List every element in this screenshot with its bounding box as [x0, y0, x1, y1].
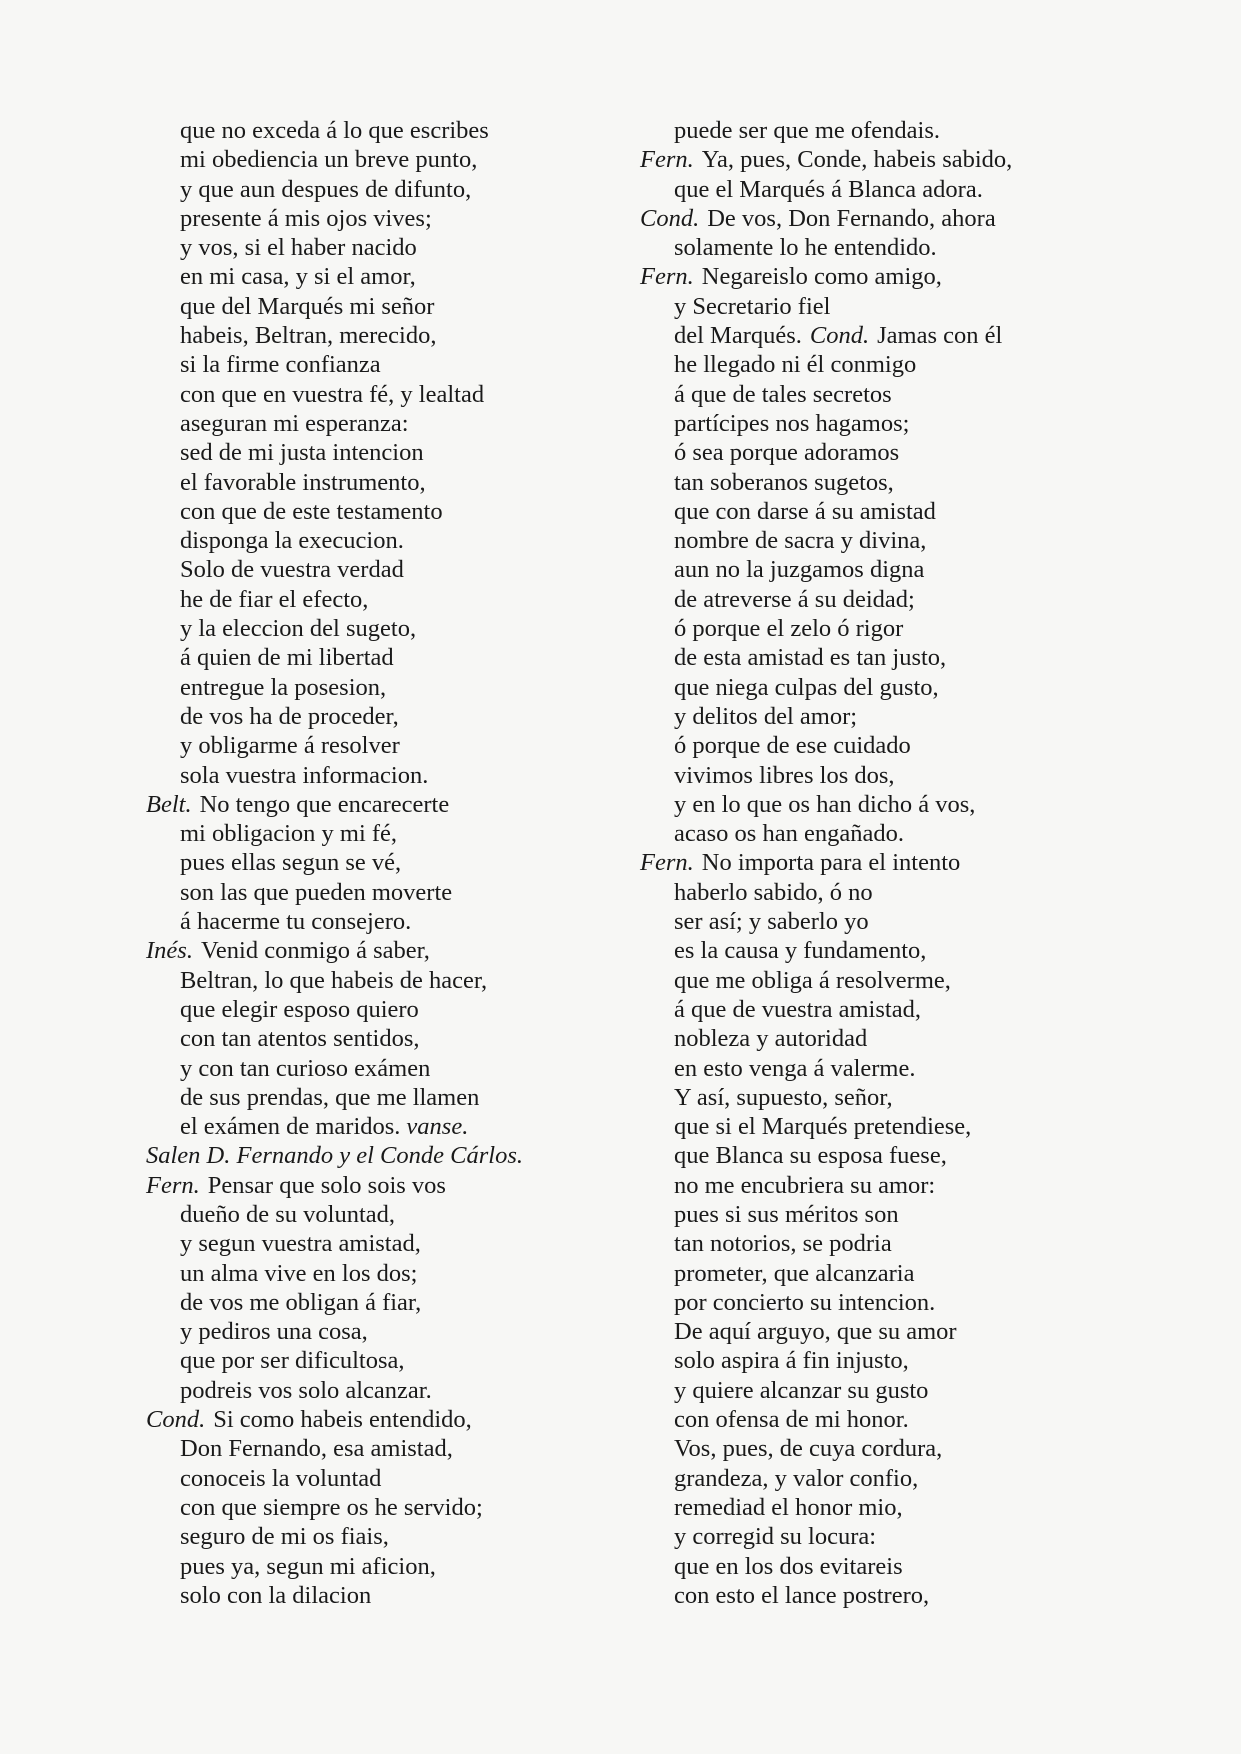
verse-text: entregue la posesion, [180, 673, 387, 701]
verse-line [146, 614, 616, 643]
verse-line [640, 1141, 1090, 1170]
verse-line [146, 1434, 616, 1463]
verse-text: que el Marqués á Blanca adora. [674, 175, 983, 203]
verse-text: no me encubriera su amor: [674, 1171, 936, 1199]
verse-line [640, 1200, 1090, 1229]
verse-line [146, 848, 616, 877]
verse-text: partícipes nos hagamos; [674, 409, 910, 437]
verse-text: y corregid su locura: [674, 1523, 877, 1551]
verse-text: grandeza, y valor confio, [674, 1464, 919, 1492]
verse-text: habeis, Beltran, merecido, [180, 322, 437, 350]
verse-text: De aquí arguyo, que su amor [674, 1318, 957, 1346]
verse-line [640, 907, 1090, 936]
verse-text: á que de tales secretos [674, 380, 892, 408]
verse-line [146, 116, 616, 145]
verse-line [146, 1346, 616, 1375]
verse-text: nobleza y autoridad [674, 1025, 868, 1053]
verse-text: y segun vuestra amistad, [180, 1230, 421, 1258]
verse-line [146, 1552, 616, 1581]
verse-line [640, 702, 1090, 731]
verse-line [146, 380, 616, 409]
verse-text: un alma vive en los dos; [180, 1259, 418, 1287]
verse-line [640, 1552, 1090, 1581]
verse-text: podreis vos solo alcanzar. [180, 1376, 432, 1404]
verse-line [640, 936, 1090, 965]
verse-text: y vos, si el haber nacido [180, 234, 417, 262]
verse-line [640, 1054, 1090, 1083]
verse-line [640, 175, 1090, 204]
verse-line [146, 497, 616, 526]
verse-line [640, 819, 1090, 848]
verse-text: á hacerme tu consejero. [180, 908, 412, 936]
verse-text: prometer, que alcanzaria [674, 1259, 915, 1287]
speaker-name: Cond. [809, 322, 870, 350]
verse-text: y la eleccion del sugeto, [180, 615, 417, 643]
verse-line [146, 702, 616, 731]
verse-line [640, 292, 1090, 321]
verse-line [640, 1346, 1090, 1375]
verse-text: en esto venga á valerme. [674, 1054, 916, 1082]
verse-line [146, 1200, 616, 1229]
verse-text: en mi casa, y si el amor, [180, 263, 416, 291]
verse-line [146, 1493, 616, 1522]
verse-text: con esto el lance postrero, [674, 1581, 930, 1609]
verse-line [146, 1024, 616, 1053]
verse-line [146, 321, 616, 350]
verse-text: puede ser que me ofendais. [674, 117, 940, 144]
verse-line [146, 1288, 616, 1317]
verse-text: á quien de mi libertad [180, 644, 394, 672]
verse-line [640, 497, 1090, 526]
verse-line [640, 761, 1090, 790]
speaker-name: Fern. [640, 146, 694, 174]
verse-text: Pensar que solo sois vos [207, 1171, 446, 1199]
verse-text: De vos, Don Fernando, ahora [707, 204, 996, 232]
verse-text: y delitos del amor; [674, 702, 858, 730]
verse-line [146, 673, 616, 702]
verse-line [146, 555, 616, 584]
verse-line [640, 673, 1090, 702]
verse-text: Vos, pues, de cuya cordura, [674, 1435, 943, 1463]
verse-line [146, 204, 616, 233]
verse-text: que por ser dificultosa, [180, 1347, 405, 1375]
verse-line [146, 1083, 616, 1112]
verse-text: y en lo que os han dicho á vos, [674, 790, 976, 818]
verse-text: mi obligacion y mi fé, [180, 820, 398, 848]
verse-line [146, 526, 616, 555]
speaker-name: Belt. [146, 790, 192, 818]
verse-text: Beltran, lo que habeis de hacer, [180, 966, 488, 994]
verse-line [640, 116, 1090, 145]
verse-line [146, 175, 616, 204]
verse-line [640, 614, 1090, 643]
verse-line [640, 204, 1090, 233]
verse-line [640, 848, 1090, 877]
verse-line [146, 731, 616, 760]
verse-line [640, 350, 1090, 379]
speaker-name: Cond. [640, 204, 700, 232]
verse-line [146, 1229, 616, 1258]
verse-text: Ya, pues, Conde, habeis sabido, [701, 146, 1013, 174]
verse-line [146, 1581, 616, 1610]
left-text-column [146, 116, 616, 1610]
verse-line [640, 731, 1090, 760]
verse-text: solo aspira á fin injusto, [674, 1347, 909, 1375]
verse-line [146, 292, 616, 321]
verse-text: ó porque el zelo ó rigor [674, 615, 904, 643]
verse-text: Venid conmigo á saber, [200, 937, 430, 965]
verse-text: que del Marqués mi señor [180, 292, 435, 320]
verse-line [640, 1405, 1090, 1434]
verse-text: á que de vuestra amistad, [674, 995, 921, 1023]
verse-text: son las que pueden moverte [180, 878, 453, 906]
verse-text: sola vuestra informacion. [180, 761, 429, 789]
verse-line [640, 1083, 1090, 1112]
verse-line [146, 350, 616, 379]
stage-direction [146, 1141, 616, 1170]
verse-line [640, 1522, 1090, 1551]
verse-text: acaso os han engañado. [674, 820, 904, 848]
verse-text: aun no la juzgamos digna [674, 556, 925, 584]
verse-text: nombre de sacra y divina, [674, 527, 927, 555]
verse-text: Solo de vuestra verdad [180, 556, 404, 584]
verse-line [146, 1376, 616, 1405]
verse-line [146, 262, 616, 291]
verse-text: que elegir esposo quiero [180, 995, 419, 1023]
verse-text: y quiere alcanzar su gusto [674, 1376, 929, 1404]
verse-line [640, 643, 1090, 672]
verse-line [146, 409, 616, 438]
verse-line [146, 907, 616, 936]
verse-text: de atreverse á su deidad; [674, 585, 915, 613]
verse-line [640, 966, 1090, 995]
verse-line [640, 1259, 1090, 1288]
verse-text: sed de mi justa intencion [180, 439, 424, 467]
speaker-name: Cond. [146, 1406, 206, 1434]
verse-text: ó sea porque adoramos [674, 439, 900, 467]
verse-text: vivimos libres los dos, [674, 761, 895, 789]
verse-line [146, 995, 616, 1024]
verse-line [146, 966, 616, 995]
verse-text: he de fiar el efecto, [180, 585, 369, 613]
verse-text: que si el Marqués pretendiese, [674, 1113, 972, 1141]
right-text-column [640, 116, 1090, 1610]
verse-text: el favorable instrumento, [180, 468, 426, 496]
verse-line [640, 233, 1090, 262]
verse-text: que no exceda á lo que escribes [180, 117, 489, 144]
verse-line [640, 995, 1090, 1024]
verse-text: que en los dos evitareis [674, 1552, 903, 1580]
verse-line [640, 1288, 1090, 1317]
verse-line [146, 643, 616, 672]
verse-text: pues ya, segun mi aficion, [180, 1552, 436, 1580]
verse-text: con que en vuestra fé, y lealtad [180, 380, 485, 408]
verse-text: Y así, supuesto, señor, [674, 1083, 893, 1111]
verse-text: pues si sus méritos son [674, 1200, 899, 1228]
verse-text: aseguran mi esperanza: [180, 409, 409, 437]
verse-text: y que aun despues de difunto, [180, 175, 472, 203]
verse-line [146, 1405, 616, 1434]
verse-line [146, 1317, 616, 1346]
verse-text: seguro de mi os fiais, [180, 1523, 389, 1551]
verse-text: disponga la execucion. [180, 527, 404, 555]
verse-text: con que de este testamento [180, 497, 443, 525]
verse-text: y con tan curioso exámen [180, 1054, 431, 1082]
speaker-name: Inés. [146, 937, 193, 965]
verse-text: del Marqués. [674, 322, 802, 350]
verse-text: mi obediencia un breve punto, [180, 146, 478, 174]
verse-text: de vos me obligan á fiar, [180, 1288, 422, 1316]
verse-line [640, 1493, 1090, 1522]
verse-line [640, 1317, 1090, 1346]
verse-line [640, 526, 1090, 555]
verse-text: y pediros una cosa, [180, 1318, 368, 1346]
verse-text: si la firme confianza [180, 351, 381, 379]
verse-line [146, 145, 616, 174]
verse-line [146, 1522, 616, 1551]
verse-text: el exámen de maridos. [180, 1113, 401, 1141]
verse-text: haberlo sabido, ó no [674, 878, 873, 906]
verse-line [146, 936, 616, 965]
verse-text: solo con la dilacion [180, 1581, 372, 1609]
verse-line [146, 790, 616, 819]
verse-line [146, 233, 616, 262]
speaker-name: Fern. [146, 1171, 200, 1199]
verse-line [146, 438, 616, 467]
verse-line [146, 761, 616, 790]
verse-line [640, 585, 1090, 614]
verse-line [640, 1024, 1090, 1053]
verse-line [640, 1376, 1090, 1405]
verse-line [640, 790, 1090, 819]
verse-text: Jamas con él [877, 322, 1003, 350]
verse-line [146, 819, 616, 848]
verse-line [640, 1464, 1090, 1493]
verse-text: y obligarme á resolver [180, 732, 400, 760]
verse-text: es la causa y fundamento, [674, 937, 927, 965]
verse-text: No tengo que encarecerte [199, 790, 450, 818]
verse-line [640, 878, 1090, 907]
verse-text: No importa para el intento [701, 849, 961, 877]
verse-text: tan soberanos sugetos, [674, 468, 894, 496]
verse-text: pues ellas segun se vé, [180, 849, 402, 877]
verse-line [640, 1112, 1090, 1141]
verse-text: Negareislo como amigo, [701, 263, 942, 291]
verse-text: que me obliga á resolverme, [674, 966, 951, 994]
verse-line [640, 468, 1090, 497]
verse-text: que niega culpas del gusto, [674, 673, 939, 701]
verse-text: presente á mis ojos vives; [180, 204, 432, 232]
verse-line [146, 585, 616, 614]
exit-direction: vanse. [406, 1113, 469, 1141]
verse-line [640, 1171, 1090, 1200]
verse-text: que con darse á su amistad [674, 497, 936, 525]
verse-text: con ofensa de mi honor. [674, 1406, 909, 1434]
verse-text: por concierto su intencion. [674, 1288, 936, 1316]
verse-line [146, 1259, 616, 1288]
verse-text: conoceis la voluntad [180, 1464, 382, 1492]
verse-line [640, 262, 1090, 291]
stage-direction-text: Salen D. Fernando y el Conde Cárlos. [146, 1142, 523, 1170]
verse-line [146, 1171, 616, 1200]
verse-line [640, 438, 1090, 467]
verse-text: de sus prendas, que me llamen [180, 1083, 480, 1111]
verse-line [640, 145, 1090, 174]
verse-line [640, 380, 1090, 409]
verse-text: ó porque de ese cuidado [674, 732, 911, 760]
verse-text: solamente lo he entendido. [674, 234, 937, 262]
speaker-name: Fern. [640, 263, 694, 291]
verse-line [146, 468, 616, 497]
verse-text: he llegado ni él conmigo [674, 351, 917, 379]
verse-line [640, 1581, 1090, 1610]
verse-line [640, 1434, 1090, 1463]
verse-line [640, 1229, 1090, 1258]
verse-line [146, 1112, 616, 1141]
verse-text: de vos ha de proceder, [180, 702, 399, 730]
speaker-name: Fern. [640, 849, 694, 877]
verse-line [146, 878, 616, 907]
verse-text: remediad el honor mio, [674, 1493, 903, 1521]
verse-text: y Secretario fiel [674, 292, 831, 320]
verse-line [640, 321, 1090, 350]
verse-text: ser así; y saberlo yo [674, 908, 869, 936]
verse-text: de esta amistad es tan justo, [674, 644, 947, 672]
verse-text: Si como habeis entendido, [213, 1406, 472, 1434]
verse-line [640, 409, 1090, 438]
verse-line [146, 1054, 616, 1083]
verse-text: con tan atentos sentidos, [180, 1025, 420, 1053]
verse-text: tan notorios, se podria [674, 1230, 892, 1258]
verse-text: que Blanca su esposa fuese, [674, 1142, 947, 1170]
verse-line [640, 555, 1090, 584]
verse-text: Don Fernando, esa amistad, [180, 1435, 453, 1463]
verse-text: dueño de su voluntad, [180, 1200, 396, 1228]
verse-text: con que siempre os he servido; [180, 1493, 483, 1521]
verse-line [146, 1464, 616, 1493]
